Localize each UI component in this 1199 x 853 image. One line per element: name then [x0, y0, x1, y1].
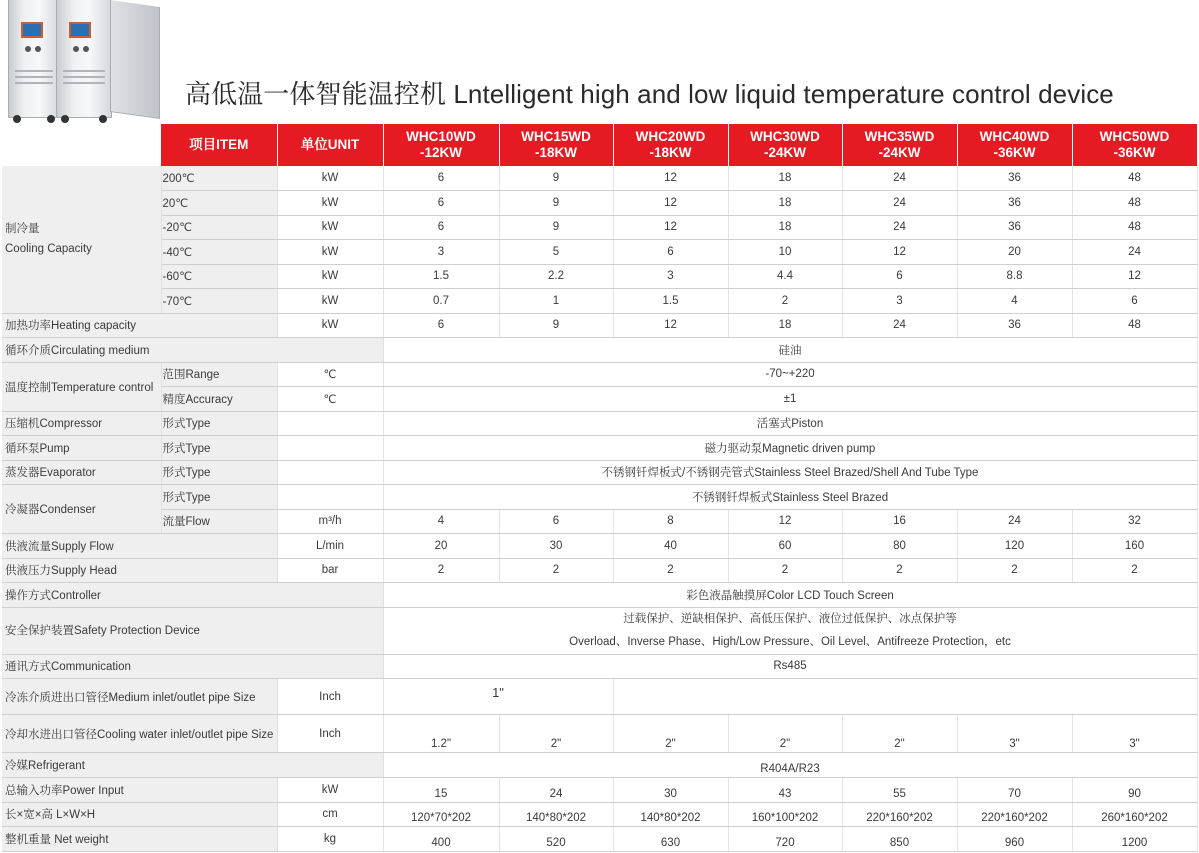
value-cell: 1 [499, 289, 613, 314]
value-cell: 55 [842, 778, 957, 803]
unit-cell: kW [277, 240, 383, 265]
cooling-capacity-label: 制冷量 Cooling Capacity [2, 166, 161, 313]
value-cell: 3" [1072, 715, 1197, 753]
value-cell: 12 [728, 509, 842, 534]
type-label: 形式Type [161, 436, 277, 461]
value-cell: 2 [728, 558, 842, 583]
value-cell: 630 [613, 827, 728, 852]
heating-label: 加热功率Heating capacity [2, 313, 277, 338]
value-cell: 1200 [1072, 827, 1197, 852]
temp-accuracy-row [2, 387, 1197, 412]
value-cell: 12 [613, 166, 728, 191]
range-label: 范围Range [161, 362, 277, 387]
value-cell: 18 [728, 191, 842, 216]
value-cell: 260*160*202 [1072, 802, 1197, 827]
value-cell: 48 [1072, 191, 1197, 216]
evaporator-value: 不锈钢钎焊板式/不锈钢壳管式Stainless Steel Brazed/Shell And Tube Type [383, 460, 1197, 485]
accuracy-value: ±1 [383, 387, 1197, 412]
cabinet-back [8, 0, 60, 118]
value-cell: 1.5 [613, 289, 728, 314]
value-cell: 32 [1072, 509, 1197, 534]
unit-cell: m³/h [277, 509, 383, 534]
medium-value: 硅油 [383, 338, 1197, 363]
temperature-label: 20℃ [161, 191, 277, 216]
unit-cell [277, 485, 383, 510]
refrigerant-value: R404A/R23 [383, 753, 1197, 778]
value-cell: 3 [383, 240, 499, 265]
temperature-label: -40℃ [161, 240, 277, 265]
cooling-pipe-label: 冷却水进出口管径Cooling water inlet/outlet pipe Size [2, 715, 277, 753]
header-model: WHC40WD -36KW [957, 124, 1072, 166]
value-cell: 80 [842, 534, 957, 559]
value-cell: 1.2" [383, 715, 499, 753]
value-cell: 6 [383, 191, 499, 216]
unit-cell: kW [277, 289, 383, 314]
condenser-flow-row [2, 509, 1197, 534]
value-cell: 3" [957, 715, 1072, 753]
value-cell: 120*70*202 [383, 802, 499, 827]
supply-flow-label: 供液流量Supply Flow [2, 534, 277, 559]
header-model: WHC30WD -24KW [728, 124, 842, 166]
value-cell: 12 [842, 240, 957, 265]
unit-cell [277, 436, 383, 461]
value-cell: 9 [499, 191, 613, 216]
evaporator-row [2, 460, 1197, 485]
controller-value: 彩色液晶触摸屏Color LCD Touch Screen [383, 583, 1197, 608]
temperature-label: -20℃ [161, 215, 277, 240]
dimensions-row [2, 802, 1197, 827]
value-cell: 3 [842, 289, 957, 314]
safety-value [383, 607, 1197, 654]
header-row [2, 124, 1197, 166]
medium-pipe-label: 冷冻介质进出口管径Medium inlet/outlet pipe Size [2, 679, 277, 715]
value-cell: 12 [613, 215, 728, 240]
cooling-row [2, 240, 1197, 265]
power-label: 总输入功率Power Input [2, 778, 277, 803]
value-cell: 70 [957, 778, 1072, 803]
power-row [2, 778, 1197, 803]
value-cell: 24 [842, 215, 957, 240]
value-cell: 2.2 [499, 264, 613, 289]
unit-cell: cm [277, 802, 383, 827]
value-cell: 2" [728, 715, 842, 753]
value-cell: 9 [499, 215, 613, 240]
unit-cell: kW [277, 166, 383, 191]
cooling-row [2, 166, 1197, 191]
spec-table [2, 124, 1198, 852]
value-cell: 220*160*202 [957, 802, 1072, 827]
value-cell: 2 [383, 558, 499, 583]
medium-row [2, 338, 1197, 363]
value-cell: 24 [842, 166, 957, 191]
value-cell: 48 [1072, 215, 1197, 240]
unit-cell: ℃ [277, 362, 383, 387]
type-label: 形式Type [161, 460, 277, 485]
header-model: WHC20WD -18KW [613, 124, 728, 166]
value-cell: 60 [728, 534, 842, 559]
value-cell: 6 [383, 166, 499, 191]
unit-cell: kW [277, 191, 383, 216]
header-item: 项目ITEM [161, 124, 277, 166]
value-cell: 20 [383, 534, 499, 559]
cooling-row [2, 289, 1197, 314]
cabinet-side [110, 0, 160, 119]
compressor-value: 活塞式Piston [383, 411, 1197, 436]
unit-cell: kW [277, 313, 383, 338]
value-cell: 6 [1072, 289, 1197, 314]
value-cell: 18 [728, 166, 842, 191]
value-cell: 3 [613, 264, 728, 289]
safety-line-cn: 过载保护、逆缺相保护、高低压保护、液位过低保护、冰点保护等 [623, 612, 957, 625]
value-cell: 30 [613, 778, 728, 803]
value-cell: 36 [957, 191, 1072, 216]
temp-control-label: 温度控制Temperature control [2, 362, 161, 411]
pump-value: 磁力驱动泵Magnetic driven pump [383, 436, 1197, 461]
unit-cell: kW [277, 778, 383, 803]
header-unit: 单位UNIT [277, 124, 383, 166]
controller-label: 操作方式Controller [2, 583, 383, 608]
header-model: WHC50WD -36KW [1072, 124, 1197, 166]
value-cell: 120 [957, 534, 1072, 559]
value-cell: 960 [957, 827, 1072, 852]
condenser-type-row [2, 485, 1197, 510]
supply-head-row [2, 558, 1197, 583]
value-cell: 0.7 [383, 289, 499, 314]
value-cell: 520 [499, 827, 613, 852]
value-cell: 160 [1072, 534, 1197, 559]
value-cell: 36 [957, 166, 1072, 191]
value-cell: 2" [499, 715, 613, 753]
value-cell: 2 [842, 558, 957, 583]
communication-label: 通讯方式Communication [2, 654, 383, 679]
value-cell: 2" [613, 715, 728, 753]
header-spacer [2, 124, 161, 166]
unit-cell [277, 460, 383, 485]
value-cell: 20 [957, 240, 1072, 265]
value-cell: 36 [957, 215, 1072, 240]
weight-label: 整机重量 Net weight [2, 827, 277, 852]
safety-label: 安全保护装置Safety Protection Device [2, 607, 383, 654]
dimensions-label: 长×宽×高 L×W×H [2, 802, 277, 827]
empty-cell [613, 679, 1197, 715]
value-cell: 43 [728, 778, 842, 803]
cooling-row [2, 215, 1197, 240]
condenser-type-value: 不锈钢钎焊板式Stainless Steel Brazed [383, 485, 1197, 510]
heating-row [2, 313, 1197, 338]
refrigerant-row [2, 753, 1197, 778]
value-cell: 2 [728, 289, 842, 314]
medium-label: 循环介质Circulating medium [2, 338, 383, 363]
value-cell: 6 [383, 215, 499, 240]
value-cell: 5 [499, 240, 613, 265]
value-cell: 6 [499, 509, 613, 534]
temperature-label: 200℃ [161, 166, 277, 191]
type-label: 形式Type [161, 411, 277, 436]
value-cell: 24 [957, 509, 1072, 534]
cooling-row [2, 191, 1197, 216]
value-cell: 40 [613, 534, 728, 559]
value-cell: 2 [1072, 558, 1197, 583]
unit-cell: Inch [277, 679, 383, 715]
medium-pipe-value: 1" [383, 679, 613, 715]
value-cell: 6 [842, 264, 957, 289]
value-cell: 2 [957, 558, 1072, 583]
unit-cell: kW [277, 215, 383, 240]
temperature-label: -70℃ [161, 289, 277, 314]
medium-pipe-row [2, 679, 1197, 715]
value-cell: 140*80*202 [613, 802, 728, 827]
supply-flow-row [2, 534, 1197, 559]
value-cell: 24 [842, 191, 957, 216]
safety-line-en: Overload、Inverse Phase、High/Low Pressure、Oil Level、Antifreeze Protection，etc [569, 635, 1011, 648]
pump-label: 循环泵Pump [2, 436, 161, 461]
cabinet-front [56, 0, 112, 118]
unit-cell: Inch [277, 715, 383, 753]
product-photo [8, 0, 163, 140]
header-model: WHC10WD -12KW [383, 124, 499, 166]
value-cell: 48 [1072, 313, 1197, 338]
value-cell: 24 [499, 778, 613, 803]
value-cell: 48 [1072, 166, 1197, 191]
controller-row [2, 583, 1197, 608]
value-cell: 4 [957, 289, 1072, 314]
value-cell: 6 [383, 313, 499, 338]
value-cell: 140*80*202 [499, 802, 613, 827]
unit-cell [277, 411, 383, 436]
value-cell: 4 [383, 509, 499, 534]
value-cell: 2 [499, 558, 613, 583]
value-cell: 18 [728, 215, 842, 240]
value-cell: 8.8 [957, 264, 1072, 289]
value-cell: 16 [842, 509, 957, 534]
unit-cell: L/min [277, 534, 383, 559]
value-cell: 12 [1072, 264, 1197, 289]
compressor-row [2, 411, 1197, 436]
cooling-pipe-row [2, 715, 1197, 753]
value-cell: 12 [613, 191, 728, 216]
header-model: WHC15WD -18KW [499, 124, 613, 166]
evaporator-label: 蒸发器Evaporator [2, 460, 161, 485]
value-cell: 2 [613, 558, 728, 583]
temp-range-row [2, 362, 1197, 387]
value-cell: 24 [1072, 240, 1197, 265]
value-cell: 9 [499, 313, 613, 338]
unit-cell: ℃ [277, 387, 383, 412]
value-cell: 24 [842, 313, 957, 338]
compressor-label: 压缩机Compressor [2, 411, 161, 436]
value-cell: 18 [728, 313, 842, 338]
value-cell: 220*160*202 [842, 802, 957, 827]
condenser-label: 冷凝器Condenser [2, 485, 161, 534]
value-cell: 90 [1072, 778, 1197, 803]
cooling-row [2, 264, 1197, 289]
value-cell: 400 [383, 827, 499, 852]
unit-cell: kW [277, 264, 383, 289]
safety-row [2, 607, 1197, 654]
value-cell: 12 [613, 313, 728, 338]
value-cell: 6 [613, 240, 728, 265]
unit-cell: kg [277, 827, 383, 852]
pump-row [2, 436, 1197, 461]
value-cell: 160*100*202 [728, 802, 842, 827]
type-label: 形式Type [161, 485, 277, 510]
value-cell: 1.5 [383, 264, 499, 289]
value-cell: 720 [728, 827, 842, 852]
accuracy-label: 精度Accuracy [161, 387, 277, 412]
temperature-label: -60℃ [161, 264, 277, 289]
value-cell: 30 [499, 534, 613, 559]
value-cell: 9 [499, 166, 613, 191]
value-cell: 850 [842, 827, 957, 852]
page-title: 高低温一体智能温控机 Lntelligent high and low liquid temperature control device [185, 79, 1114, 109]
value-cell: 2" [842, 715, 957, 753]
range-value: -70~+220 [383, 362, 1197, 387]
value-cell: 4.4 [728, 264, 842, 289]
refrigerant-label: 冷媒Refrigerant [2, 753, 383, 778]
communication-row [2, 654, 1197, 679]
unit-cell: bar [277, 558, 383, 583]
weight-row [2, 827, 1197, 852]
value-cell: 10 [728, 240, 842, 265]
value-cell: 36 [957, 313, 1072, 338]
supply-head-label: 供液压力Supply Head [2, 558, 277, 583]
communication-value: Rs485 [383, 654, 1197, 679]
flow-label: 流量Flow [161, 509, 277, 534]
value-cell: 8 [613, 509, 728, 534]
value-cell: 15 [383, 778, 499, 803]
header-model: WHC35WD -24KW [842, 124, 957, 166]
